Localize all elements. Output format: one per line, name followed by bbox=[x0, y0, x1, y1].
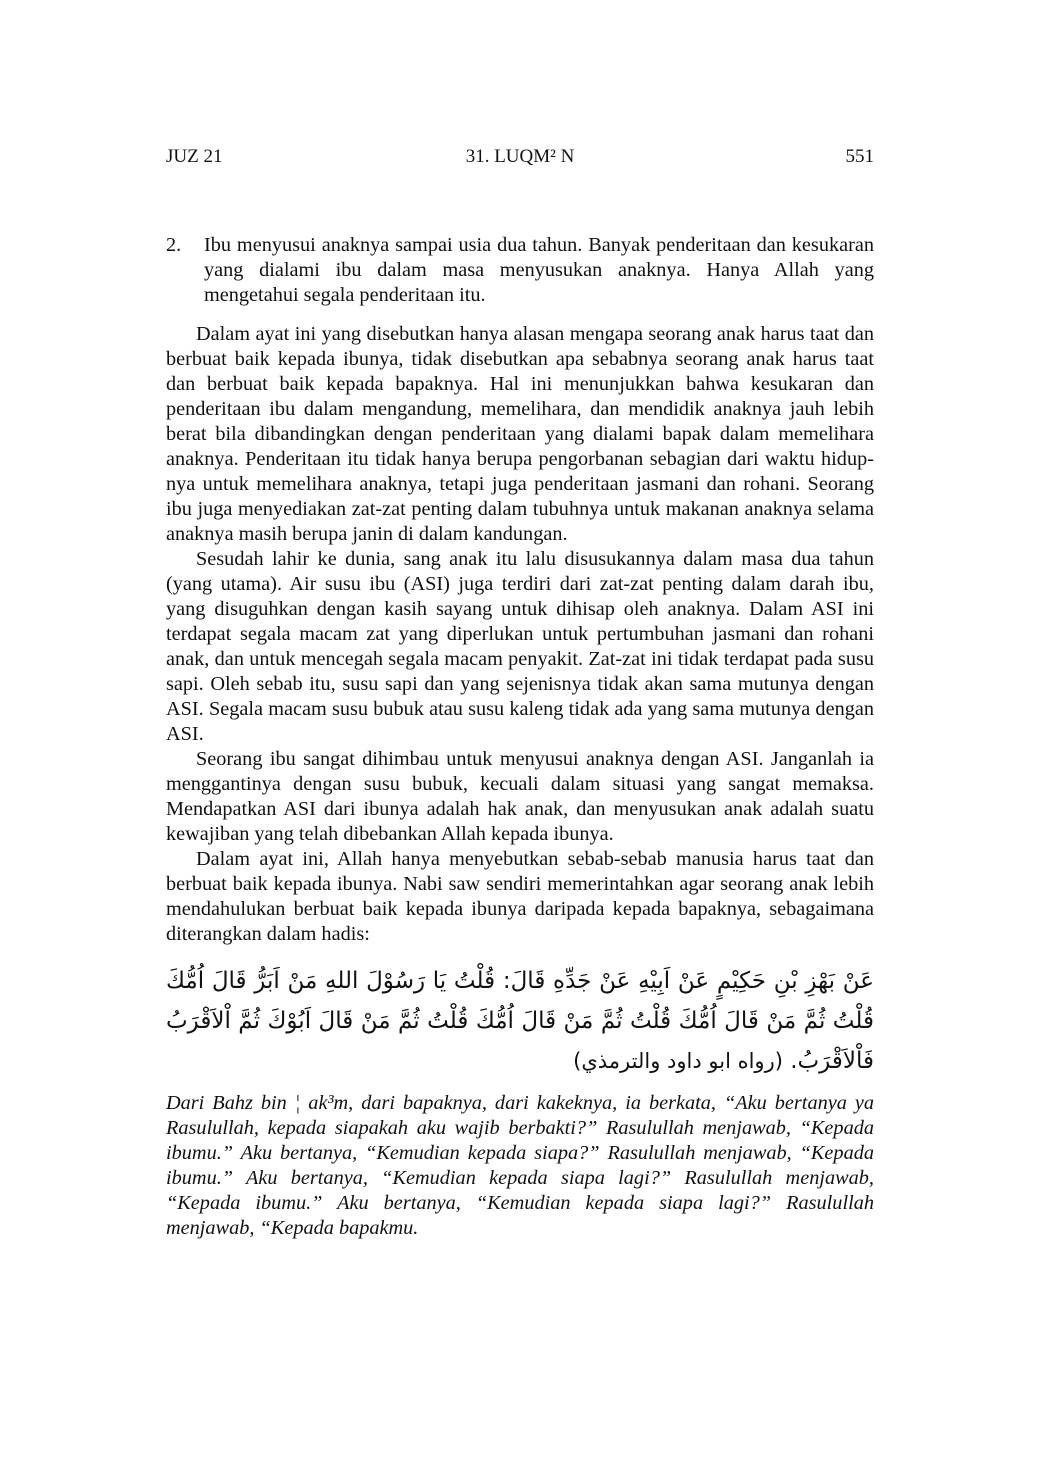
paragraph: Seorang ibu sangat dihimbau untuk menyusui anaknya dengan ASI. Janganlah ia menggantinya dengan susu bubuk, kecuali dalam situasi yang sangat memaksa. Mendapatkan ASI dari ibunya adalah hak anak, dan menyusukan anak adalah suatu kewajiban yang telah dibebankan Allah kepada ibunya. bbox=[166, 748, 874, 845]
numbered-item bbox=[166, 233, 874, 308]
hadith-translation: Dari Bahz bin ¦ ak³m, dari bapaknya, dari kakeknya, ia berkata, “Aku bertanya ya Rasulullah, kepada siapakah aku wajib berbakti?” Rasulullah menjawab, “Kepada ibumu.” Aku bertanya, “Kemudian kepada siapa?” Rasulullah menjawab, “Kepada ibumu.” Aku bertanya, “Kemudian kepada siapa lagi?” Rasulullah menjawab, “Kepada ibumu.” Aku bertanya, “Kemudian kepada siapa lagi?” Rasulullah menjawab, “Kepada bapakmu. bbox=[166, 1092, 874, 1239]
paragraph: Dalam ayat ini yang disebutkan hanya alasan mengapa seorang anak harus taat dan berbuat baik kepada ibunya, tidak disebutkan apa sebabnya seorang anak harus taat dan berbuat baik kepada bapaknya. Hal ini menunjukkan bahwa kesukaran dan penderitaan ibu dalam mengandung, memelihara, dan mendidik anaknya jauh lebih berat bila dibandingkan dengan penderitaan yang dialami bapak dalam memelihara anaknya. Penderitaan itu tidak hanya berupa pengorbanan sebagian dari waktu hidupnya untuk memelihara anaknya, tetapi juga penderitaan jasmani dan rohani. Seorang ibu juga menyediakan zat-zat penting dalam tubuhnya untuk makanan anaknya selama anaknya masih berupa janin di dalam kandungan. bbox=[166, 323, 874, 545]
item-text: Ibu menyusui anaknya sampai usia dua tahun. Banyak penderitaan dan kesukaran yang dialami ibu dalam masa menyusukan anaknya. Hanya Allah yang mengetahui segala penderitaan itu. bbox=[204, 234, 874, 306]
hadith-arabic-text: عَنْ بَهْزِ بْنِ حَكِيْمٍ عَنْ اَبِيْهِ عَنْ جَدِّهِ قَالَ: قُلْتُ يَا رَسُوْلَ اللهِ مَنْ اَبَرُّ قَالَ اُمُّكَ قُلْتُ ثُمَّ مَنْ قَالَ اُمُّكَ قُلْتُ ثُمَّ مَنْ قَالَ اُمُّكَ قُلْتُ ثُمَّ مَنْ قَالَ اَبُوْكَ ثُمَّ اْلاَقْرَبُ فَاْلاَقْرَبُ. bbox=[166, 968, 874, 1074]
hadith-arabic bbox=[166, 961, 874, 1081]
surah-title: 31. LUQM² N bbox=[465, 146, 575, 167]
paragraph: Dalam ayat ini, Allah hanya menyebutkan sebab-sebab manusia harus taat dan berbuat baik kepada ibunya. Nabi saw sendiri memerintahkan agar seorang anak lebih mendahulukan berbuat baik kepada ibunya daripada kepada bapaknya, sebagaimana diterangkan dalam hadis: bbox=[166, 848, 874, 945]
juz-label: JUZ 21 bbox=[166, 146, 223, 167]
body-text bbox=[166, 233, 874, 1241]
item-number: 2. bbox=[166, 234, 182, 256]
running-header bbox=[166, 146, 874, 174]
page-number: 551 bbox=[845, 146, 874, 167]
hadith-source: (رواه ابو داود والترمذي) bbox=[573, 1049, 783, 1073]
paragraph: Sesudah lahir ke dunia, sang anak itu lalu disusukannya dalam masa dua tahun (yang utama). Air susu ibu (ASI) juga terdiri dari zat-zat penting dalam darah ibu, yang disuguhkan dengan kasih sayang untuk dihisap oleh anaknya. Dalam ASI ini terdapat segala macam zat yang diperlukan untuk pertumbuhan jasmani dan rohani anak, dan untuk mencegah segala macam penyakit. Zat-zat ini tidak terdapat pada susu sapi. Oleh sebab itu, susu sapi dan yang sejenisnya tidak akan sama mutunya dengan ASI. Segala macam susu bubuk atau susu kaleng tidak ada yang sama mutunya dengan ASI. bbox=[166, 548, 874, 745]
